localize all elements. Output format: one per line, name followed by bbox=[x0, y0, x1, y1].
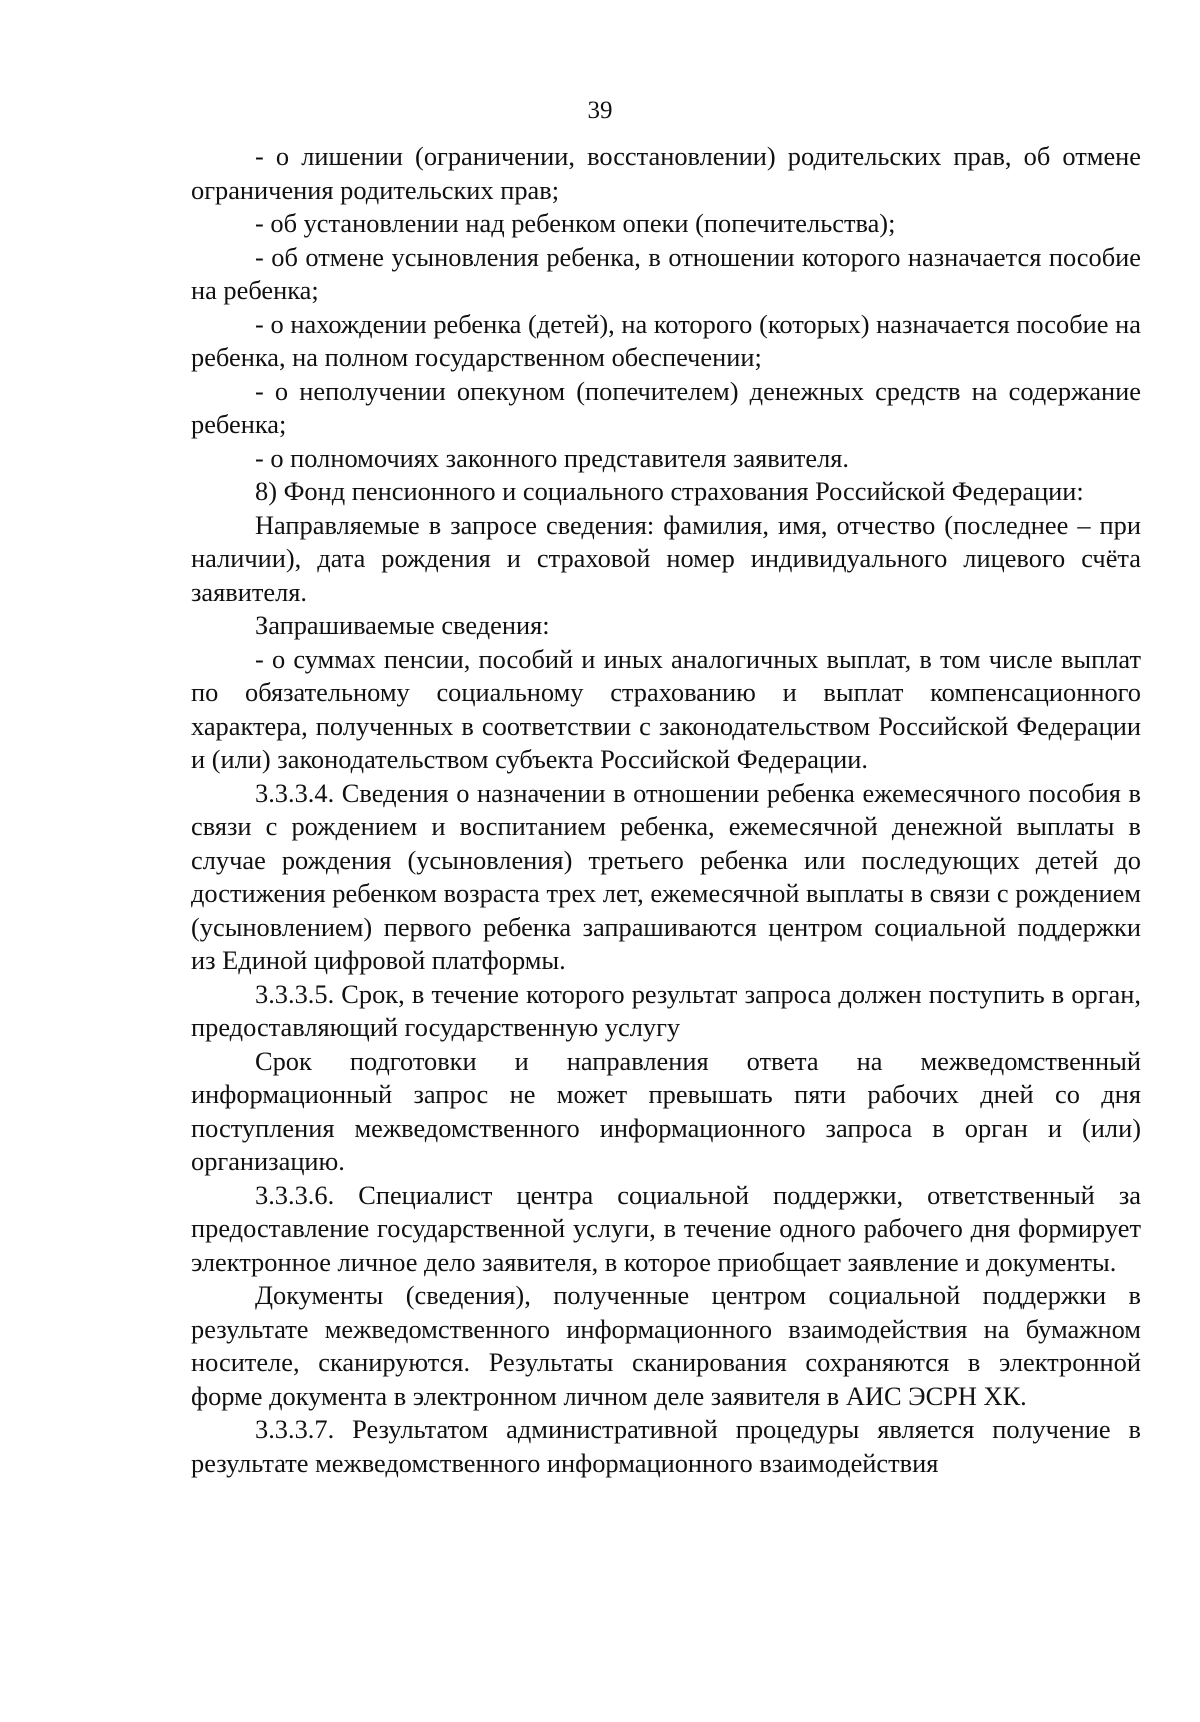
paragraph: - об отмене усыновления ребенка, в отношении которого назначается пособие на ребенка; bbox=[191, 241, 1141, 305]
paragraph: 3.3.3.7. Результатом административной процедуры является получение в результате межведомственного информационного взаимодействия bbox=[191, 1414, 1141, 1478]
paragraph: - о нахождении ребенка (детей), на которого (которых) назначается пособие на ребенка, на полном государственном обеспечении; bbox=[191, 308, 1141, 372]
paragraph: 8) Фонд пенсионного и социального страхования Российской Федерации: bbox=[255, 476, 1084, 506]
paragraph: 3.3.3.4. Сведения о назначении в отношении ребенка ежемесячного пособия в связи с рождением и воспитанием ребенка, ежемесячной денежной выплаты в случае рождения (усыновления) третьего ребенка или последующих детей до достижения ребенком возраста трех лет, ежемесячной выплаты в связи с рождением (усыновлением) первого ребенка запрашиваются центром социальной поддержки из Единой цифровой платформы. bbox=[191, 777, 1141, 975]
paragraph: 3.3.3.5. Срок, в течение которого результат запроса должен поступить в орган, предоставляющий государственную услугу bbox=[191, 978, 1141, 1042]
paragraph: - об установлении над ребенком опеки (попечительства); bbox=[255, 208, 896, 238]
paragraph: Запрашиваемые сведения: bbox=[255, 610, 550, 640]
page-number: 39 bbox=[587, 97, 613, 124]
paragraph: Документы (сведения), полученные центром социальной поддержки в результате межведомственного информационного взаимодействия на бумажном носителе, сканируются. Результаты сканирования сохраняются в электронной форме документа в электронном личном деле заявителя в АИС ЭСРН ХК. bbox=[191, 1280, 1141, 1411]
paragraph: Срок подготовки и направления ответа на межведомственный информационный запрос не может превышать пяти рабочих дней со дня поступления межведомственного информационного запроса в орган и (или) организацию. bbox=[191, 1045, 1141, 1176]
paragraph: 3.3.3.6. Специалист центра социальной поддержки, ответственный за предоставление государственной услуги, в течение одного рабочего дня формирует электронное личное дело заявителя, в которое приобщает заявление и документы. bbox=[191, 1179, 1141, 1277]
paragraph: - о суммах пенсии, пособий и иных аналогичных выплат, в том числе выплат по обязательному социальному страхованию и выплат компенсационного характера, полученных в соответствии с законодательством Российской Федерации и (или) законодательством субъекта Российской Федерации. bbox=[191, 643, 1141, 774]
document-body bbox=[191, 140, 1141, 1480]
paragraph: Направляемые в запросе сведения: фамилия, имя, отчество (последнее – при наличии), дата рождения и страховой номер индивидуального лицевого счёта заявителя. bbox=[191, 509, 1141, 607]
paragraph: - о неполучении опекуном (попечителем) денежных средств на содержание ребенка; bbox=[191, 375, 1141, 439]
paragraph: - о лишении (ограничении, восстановлении) родительских прав, об отмене ограничения родительских прав; bbox=[191, 141, 1141, 205]
paragraph: - о полномочиях законного представителя заявителя. bbox=[255, 442, 850, 473]
